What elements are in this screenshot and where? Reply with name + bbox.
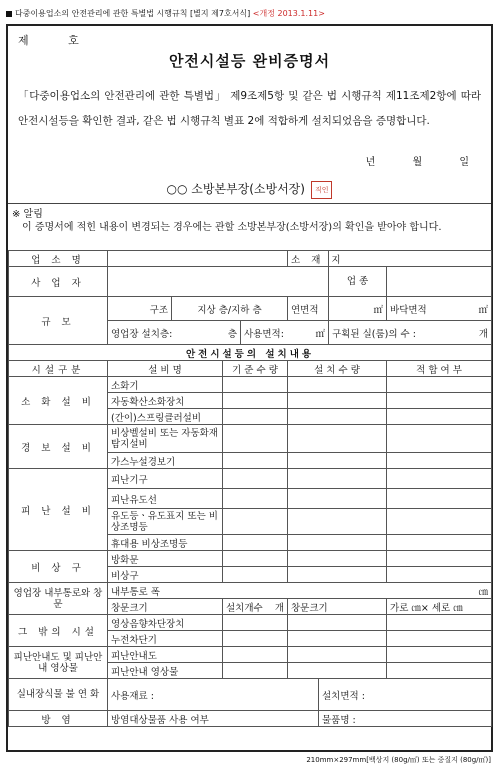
passage-width-unit: ㎝	[478, 586, 489, 598]
installed-qty-field[interactable]	[288, 469, 387, 489]
standard-qty-field[interactable]	[223, 469, 288, 489]
certificate-section	[8, 26, 491, 204]
compliance-field[interactable]	[387, 509, 492, 535]
passage-width-field[interactable]	[108, 583, 492, 599]
usage-area-field[interactable]	[241, 321, 329, 345]
installed-area-field[interactable]: 설치면적 :	[319, 679, 492, 711]
total-area-label: 연면적	[288, 297, 329, 321]
equipment-name: 방화문	[108, 551, 223, 567]
standard-qty-field[interactable]	[223, 509, 288, 535]
compliance-field[interactable]	[387, 489, 492, 509]
equipment-name: 가스누설경보기	[108, 453, 223, 469]
certificate-form	[6, 24, 493, 752]
compliance-field[interactable]	[387, 425, 492, 453]
business-floor-label: 영업장 설치층:	[111, 328, 173, 340]
flameproof-item-field[interactable]: 물품명 :	[319, 711, 492, 727]
floor-area-label: 바닥면적	[390, 304, 427, 316]
window-size-label-2: 창문크기	[288, 599, 387, 615]
equipment-name: 비상구	[108, 567, 223, 583]
table-row	[9, 469, 492, 489]
standard-qty-field[interactable]	[223, 647, 288, 663]
location-label: 소 재 지	[288, 251, 329, 267]
compliance-field[interactable]	[387, 551, 492, 567]
category-corridor: 영업장 내부통로와 창문	[9, 583, 108, 615]
equipment-name: 피난안내 영상물	[108, 663, 223, 679]
business-type-label: 업 종	[329, 267, 387, 297]
official-seal: 직인	[311, 181, 333, 199]
table-row	[9, 711, 492, 727]
equipment-name: 유도등ㆍ유도표지 또는 비상조명등	[108, 509, 223, 535]
category-exit: 비 상 구	[9, 551, 108, 583]
notice-title: ※ 알림	[12, 209, 43, 220]
certificate-date: 년 월 일	[365, 157, 469, 168]
certificate-issuer	[8, 180, 491, 199]
total-area-unit: ㎡	[373, 304, 384, 316]
standard-qty-field[interactable]	[223, 489, 288, 509]
count-unit: 개	[274, 602, 284, 614]
passage-width-label: 내부통로 폭	[111, 586, 160, 598]
standard-qty-field[interactable]	[223, 377, 288, 393]
revision-note: <개정 2013.1.11>	[252, 9, 325, 18]
installed-qty-field[interactable]	[288, 567, 387, 583]
standard-qty-field[interactable]	[223, 615, 288, 631]
floor-area-unit: ㎡	[478, 304, 489, 316]
info-row-scale-1	[9, 297, 492, 321]
standard-qty-field[interactable]	[223, 453, 288, 469]
scale-label: 규 모	[9, 297, 108, 345]
table-row	[9, 551, 492, 567]
compliance-field[interactable]	[387, 567, 492, 583]
standard-qty-field[interactable]	[223, 631, 288, 647]
section-title-row	[9, 345, 492, 361]
installed-qty-field[interactable]	[288, 489, 387, 509]
flameproof-usage-field[interactable]: 방염대상물품 사용 여부	[108, 711, 319, 727]
col-header-compliance: 적 합 여 부	[387, 361, 492, 377]
business-name-label: 업 소 명	[9, 251, 108, 267]
installed-qty-field[interactable]	[288, 453, 387, 469]
installed-qty-field[interactable]	[288, 535, 387, 551]
installed-qty-field[interactable]	[288, 377, 387, 393]
compliance-field[interactable]	[387, 453, 492, 469]
compliance-field[interactable]	[387, 615, 492, 631]
table-row	[9, 583, 492, 599]
installed-qty-field[interactable]	[288, 393, 387, 409]
floors-field[interactable]: 지상 층/지하 층	[172, 297, 288, 321]
installed-qty-field[interactable]	[288, 409, 387, 425]
usage-area-unit: ㎡	[315, 328, 326, 340]
category-alarm: 경 보 설 비	[9, 425, 108, 469]
operator-label: 사 업 자	[9, 267, 108, 297]
compliance-field[interactable]	[387, 469, 492, 489]
notice-body: 이 증명서에 적힌 내용이 변경되는 경우에는 관할 소방본부장(소방서장)의 확인을 받아야 합니다.	[22, 222, 442, 233]
table-row	[9, 679, 492, 711]
issuer-name: ○○ 소방본부장(소방서장)	[166, 182, 305, 196]
installed-qty-field[interactable]	[288, 425, 387, 453]
equipment-name: 영상음향차단장치	[108, 615, 223, 631]
category-evacuation: 피 난 설 비	[9, 469, 108, 551]
standard-qty-field[interactable]	[223, 409, 288, 425]
certificate-body: 「다중이용업소의 안전관리에 관한 특별법」 제9조제5항 및 같은 법 시행규칙 제11조제2항에 따라 안전시설등을 확인한 결과, 같은 법 시행규칙 별표 2에 적합하게 설치되었음을 증명합니다.	[18, 90, 481, 127]
business-floor-field[interactable]	[108, 321, 241, 345]
compliance-field[interactable]	[387, 631, 492, 647]
structure-label: 구조	[108, 297, 172, 321]
standard-qty-field[interactable]	[223, 663, 288, 679]
col-header-installed: 설 치 수 량	[288, 361, 387, 377]
standard-qty-field[interactable]	[223, 551, 288, 567]
equipment-name: (간이)스프링클러설비	[108, 409, 223, 425]
install-count-label: 설치개수	[226, 602, 263, 614]
equipment-name: 피난안내도	[108, 647, 223, 663]
window-size-label: 창문크기	[108, 599, 223, 615]
form-caption	[6, 8, 325, 19]
section-title: 안전시설등의 설치내용	[9, 345, 492, 361]
standard-qty-field[interactable]	[223, 535, 288, 551]
info-row-name	[9, 251, 492, 267]
material-field[interactable]: 사용재료 :	[108, 679, 319, 711]
room-count-field[interactable]	[329, 321, 492, 345]
room-unit: 개	[478, 328, 489, 340]
equipment-name: 소화기	[108, 377, 223, 393]
equipment-name: 비상벨설비 또는 자동화재탐지설비	[108, 425, 223, 453]
business-type-field[interactable]	[387, 267, 492, 297]
installed-qty-field[interactable]	[288, 551, 387, 567]
equipment-name: 피난기구	[108, 469, 223, 489]
category-fire-fighting: 소 화 설 비	[9, 377, 108, 425]
category-others: 그 밖의 시설	[9, 615, 108, 647]
room-count-label: 구획된 실(룸)의 수 :	[332, 328, 416, 340]
certificate-number: 제 호	[18, 34, 97, 47]
certificate-title: 안전시설등 완비증명서	[168, 52, 331, 70]
table-row	[9, 615, 492, 631]
equipment-name: 누전차단기	[108, 631, 223, 647]
installed-qty-field[interactable]	[288, 647, 387, 663]
col-header-equipment: 설 비 명	[108, 361, 223, 377]
compliance-field[interactable]	[387, 393, 492, 409]
equipment-name: 자동확산소화장치	[108, 393, 223, 409]
standard-qty-field[interactable]	[223, 567, 288, 583]
equipment-name: 휴대용 비상조명등	[108, 535, 223, 551]
compliance-field[interactable]	[387, 663, 492, 679]
col-header-standard: 기 준 수 량	[223, 361, 288, 377]
standard-qty-field[interactable]	[223, 425, 288, 453]
installed-qty-field[interactable]	[288, 615, 387, 631]
total-area-field[interactable]	[329, 297, 387, 321]
window-dims-field[interactable]: 가로 ㎝× 세로 ㎝	[387, 599, 492, 615]
compliance-field[interactable]	[387, 535, 492, 551]
square-bullet-icon	[6, 11, 12, 17]
category-interior: 실내장식물 불 연 화	[9, 679, 108, 711]
form-caption-text: 다중이용업소의 안전관리에 관한 특별법 시행규칙 [별지 제7호서식]	[15, 9, 251, 18]
compliance-field[interactable]	[387, 377, 492, 393]
category-flameproof: 방 염	[9, 711, 108, 727]
install-count-field[interactable]	[223, 599, 288, 615]
paper-spec: 210mm×297mm[백상지 (80g/㎡) 또는 중질지 (80g/㎡)]	[306, 756, 491, 764]
col-header-category: 시설구분	[9, 361, 108, 377]
table-row	[9, 647, 492, 663]
equipment-name: 피난유도선	[108, 489, 223, 509]
info-row-operator	[9, 267, 492, 297]
usage-area-label: 사용면적:	[244, 328, 284, 340]
notice	[8, 208, 491, 234]
table-row	[9, 425, 492, 453]
installed-qty-field[interactable]	[288, 631, 387, 647]
facility-table	[8, 250, 492, 727]
category-guide: 피난안내도 및 피난안내 영상물	[9, 647, 108, 679]
compliance-field[interactable]	[387, 409, 492, 425]
floor-unit: 층	[227, 328, 237, 340]
floor-area-field[interactable]	[387, 297, 492, 321]
table-row	[9, 377, 492, 393]
standard-qty-field[interactable]	[223, 393, 288, 409]
business-name-field[interactable]	[108, 251, 288, 267]
installed-qty-field[interactable]	[288, 663, 387, 679]
table-header-row	[9, 361, 492, 377]
compliance-field[interactable]	[387, 647, 492, 663]
installed-qty-field[interactable]	[288, 509, 387, 535]
location-field[interactable]	[329, 251, 492, 267]
operator-field[interactable]	[108, 267, 329, 297]
